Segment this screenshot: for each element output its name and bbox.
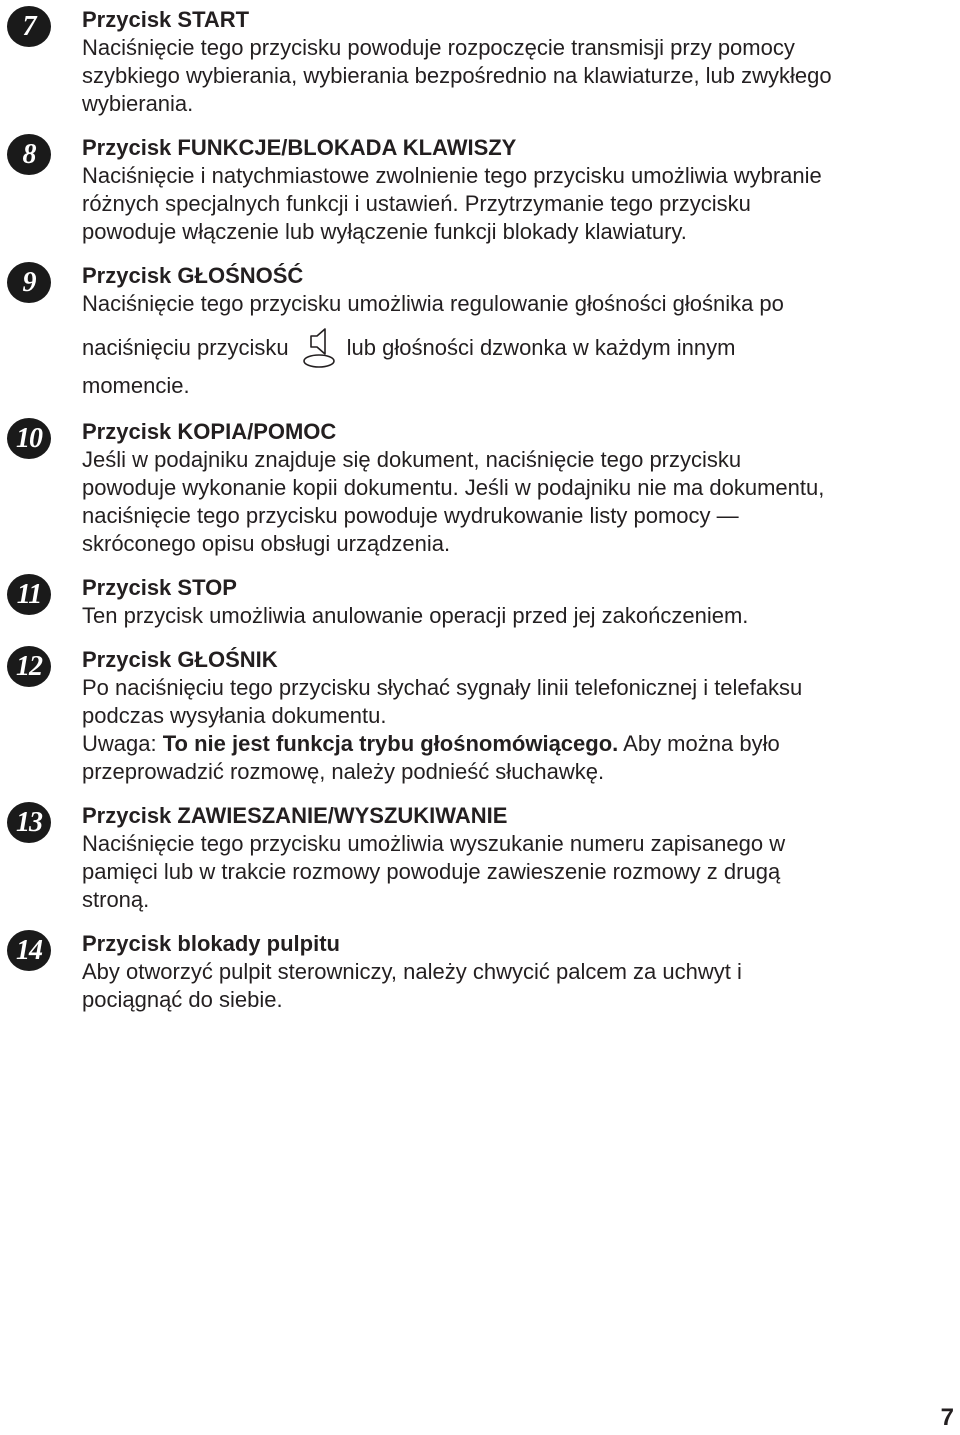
section-line: wybierania. (82, 91, 194, 116)
section-content (82, 262, 952, 400)
page-number: 7 (940, 1404, 954, 1431)
number-badge-9: 9 (7, 262, 51, 303)
section-content (82, 802, 952, 914)
section-line: naciśnięcie tego przycisku powoduje wydrukowanie listy pomocy — (82, 503, 739, 528)
section-title: Przycisk KOPIA/POMOC (82, 419, 337, 444)
section-line-with-icon (82, 326, 952, 370)
section-line: Naciśnięcie i natychmiastowe zwolnienie tego przycisku umożliwia wybranie (82, 163, 822, 188)
section-line: powoduje włączenie lub wyłączenie funkcji blokady klawiatury. (82, 219, 687, 244)
number-badge-13: 13 (7, 802, 51, 843)
section-content (82, 134, 952, 246)
section-title: Przycisk ZAWIESZANIE/WYSZUKIWANIE (82, 803, 508, 828)
section-line: skróconego opisu obsługi urządzenia. (82, 531, 451, 556)
line-text-before-icon: naciśnięciu przycisku (82, 335, 289, 360)
section-line: szybkiego wybierania, wybierania bezpośrednio na klawiaturze, lub zwykłego (82, 63, 832, 88)
number-badge-8: 8 (7, 134, 51, 175)
section-line: przeprowadzić rozmowę, należy podnieść słuchawkę. (82, 759, 605, 784)
note-label: Uwaga: (82, 731, 163, 756)
section-line: Jeśli w podajniku znajduje się dokument, naciśnięcie tego przycisku (82, 447, 742, 472)
section-title: Przycisk FUNKCJE/BLOKADA KLAWISZY (82, 135, 517, 160)
section-line: Aby otworzyć pulpit sterowniczy, należy chwycić palcem za uchwyt i (82, 959, 742, 984)
section-content (82, 646, 952, 786)
section-title: Przycisk START (82, 7, 250, 32)
section-line: Naciśnięcie tego przycisku powoduje rozpoczęcie transmisji przy pomocy (82, 35, 795, 60)
section-line: różnych specjalnych funkcji i ustawień. Przytrzymanie tego przycisku (82, 191, 751, 216)
section-line: Po naciśnięciu tego przycisku słychać sygnały linii telefonicznej i telefaksu (82, 675, 803, 700)
section-line: stroną. (82, 887, 150, 912)
section-line: Ten przycisk umożliwia anulowanie operacji przed jej zakończeniem. (82, 603, 749, 628)
section-content (82, 574, 952, 630)
number-badge-10: 10 (7, 418, 51, 459)
section-line: Naciśnięcie tego przycisku umożliwia regulowanie głośności głośnika po (82, 291, 784, 316)
section-line: podczas wysyłania dokumentu. (82, 703, 387, 728)
handset-speaker-icon (299, 326, 339, 370)
note-line (82, 730, 952, 758)
section-title: Przycisk blokady pulpitu (82, 931, 340, 956)
section-line: pociągnąć do siebie. (82, 987, 283, 1012)
section-content (82, 6, 952, 118)
section-content (82, 930, 952, 1014)
number-badge-14: 14 (7, 930, 51, 971)
section-title: Przycisk STOP (82, 575, 237, 600)
section-title: Przycisk GŁOŚNIK (82, 647, 278, 672)
section-line: Naciśnięcie tego przycisku umożliwia wyszukanie numeru zapisanego w (82, 831, 786, 856)
section-content (82, 418, 952, 558)
section-line: pamięci lub w trakcie rozmowy powoduje zawieszenie rozmowy z drugą (82, 859, 781, 884)
number-badge-7: 7 (7, 6, 51, 47)
note-rest-text: Aby można było (618, 731, 780, 756)
section-title: Przycisk GŁOŚNOŚĆ (82, 263, 304, 288)
number-badge-12: 12 (7, 646, 51, 687)
number-badge-11: 11 (7, 574, 51, 615)
section-line: powoduje wykonanie kopii dokumentu. Jeśli w podajniku nie ma dokumentu, (82, 475, 825, 500)
line-text-after-icon: lub głośności dzwonka w każdym innym (346, 335, 736, 360)
section-line: momencie. (82, 373, 190, 398)
note-bold-text: To nie jest funkcja trybu głośnomówiącego. (162, 731, 619, 756)
